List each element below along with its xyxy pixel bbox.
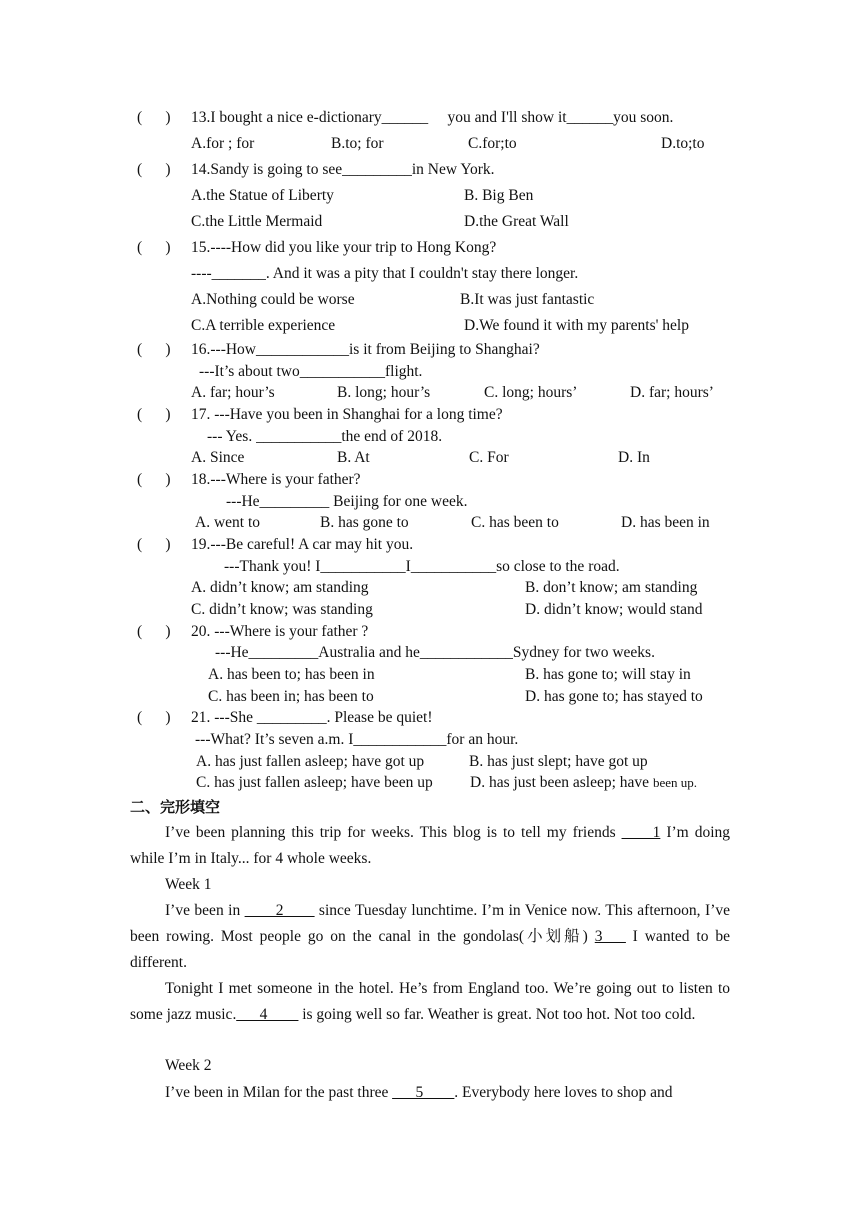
q16-option-c: C. long; hours’ bbox=[484, 384, 578, 401]
q21-option-b: B. has just slept; have got up bbox=[469, 753, 648, 770]
q18-option-c: C. has been to bbox=[471, 514, 559, 531]
question-18-reply: ---He_________ Beijing for one week. bbox=[226, 493, 468, 510]
question-13-stem: 13.I bought a nice e-dictionary______ you and I'll show it______you soon. bbox=[191, 109, 674, 126]
q18-option-d: D. has been in bbox=[621, 514, 710, 531]
question-20-stem: 20. ---Where is your father ? bbox=[191, 623, 369, 640]
passage-paragraph-1 bbox=[130, 820, 730, 872]
question-15-reply: ----_______. And it was a pity that I couldn't stay there longer. bbox=[191, 265, 579, 282]
q16-option-a: A. far; hour’s bbox=[191, 384, 275, 401]
answer-paren-19[interactable]: ( ) bbox=[137, 536, 171, 553]
q14-option-c: C.the Little Mermaid bbox=[191, 213, 323, 230]
blank-4[interactable]: ___4____ bbox=[236, 1006, 299, 1023]
answer-paren-13[interactable]: ( ) bbox=[137, 109, 171, 126]
q20-option-b: B. has gone to; will stay in bbox=[525, 666, 691, 683]
question-16-stem: 16.---How____________is it from Beijing to Shanghai? bbox=[191, 341, 540, 358]
passage-paragraph-2 bbox=[130, 898, 730, 976]
question-17-stem: 17. ---Have you been in Shanghai for a long time? bbox=[191, 406, 503, 423]
q17-option-a: A. Since bbox=[191, 449, 245, 466]
question-14-stem: 14.Sandy is going to see_________in New York. bbox=[191, 161, 495, 178]
question-21-reply: ---What? It’s seven a.m. I____________for an hour. bbox=[195, 731, 519, 748]
q17-option-d: D. In bbox=[618, 449, 650, 466]
q13-option-a: A.for ; for bbox=[191, 135, 255, 152]
p2-text-b: since Tuesday lunchtime. I’m in Venice now. This afternoon, I’ve been rowing. Most people go on the canal in the gondolas(小划船) bbox=[130, 902, 730, 945]
answer-paren-18[interactable]: ( ) bbox=[137, 471, 171, 488]
q16-option-b: B. long; hour’s bbox=[337, 384, 431, 401]
q16-option-d: D. far; hours’ bbox=[630, 384, 714, 401]
q21-option-c: C. has just fallen asleep; have been up bbox=[196, 774, 433, 791]
week-2-label: Week 2 bbox=[165, 1057, 212, 1074]
answer-paren-14[interactable]: ( ) bbox=[137, 161, 171, 178]
p1-text-a: I’ve been planning this trip for weeks. This blog is to tell my friends bbox=[165, 824, 622, 841]
answer-paren-21[interactable]: ( ) bbox=[137, 709, 171, 726]
blank-5[interactable]: ___5____ bbox=[392, 1084, 455, 1101]
q15-option-c: C.A terrible experience bbox=[191, 317, 336, 334]
q19-option-a: A. didn’t know; am standing bbox=[191, 579, 369, 596]
question-16-reply: ---It’s about two___________flight. bbox=[199, 363, 423, 380]
question-19-reply: ---Thank you! I___________I___________so close to the road. bbox=[224, 558, 620, 575]
question-17-reply: --- Yes. ___________the end of 2018. bbox=[207, 428, 443, 445]
question-21-stem: 21. ---She _________. Please be quiet! bbox=[191, 709, 433, 726]
q20-option-d: D. has gone to; has stayed to bbox=[525, 688, 703, 705]
q18-option-b: B. has gone to bbox=[320, 514, 409, 531]
p1-text-b: I’m doing while I’m in Italy... for 4 whole weeks. bbox=[130, 824, 730, 867]
q14-option-d: D.the Great Wall bbox=[464, 213, 569, 230]
q17-option-b: B. At bbox=[337, 449, 370, 466]
p4-text-b: . Everybody here loves to shop and bbox=[454, 1084, 673, 1101]
q14-option-a: A.the Statue of Liberty bbox=[191, 187, 334, 204]
blank-2[interactable]: ____2____ bbox=[244, 902, 315, 919]
q13-option-b: B.to; for bbox=[331, 135, 384, 152]
question-19-stem: 19.---Be careful! A car may hit you. bbox=[191, 536, 414, 553]
q21-option-a: A. has just fallen asleep; have got up bbox=[196, 753, 425, 770]
q21-option-d bbox=[470, 773, 697, 793]
answer-paren-16[interactable]: ( ) bbox=[137, 341, 171, 358]
question-15-stem: 15.----How did you like your trip to Hong Kong? bbox=[191, 239, 497, 256]
q19-option-b: B. don’t know; am standing bbox=[525, 579, 698, 596]
p3-text-b: is going well so far. Weather is great. Not too hot. Not too cold. bbox=[298, 1006, 696, 1023]
q13-option-c: C.for;to bbox=[468, 135, 517, 152]
p2-text-a: I’ve been in bbox=[165, 902, 245, 919]
q18-option-a: A. went to bbox=[195, 514, 261, 531]
p4-text-a: I’ve been in Milan for the past three bbox=[165, 1084, 393, 1101]
answer-paren-20[interactable]: ( ) bbox=[137, 623, 171, 640]
question-18-stem: 18.---Where is your father? bbox=[191, 471, 361, 488]
q21-option-d-tail: been up. bbox=[652, 775, 697, 790]
blank-1[interactable]: ____1 bbox=[621, 824, 661, 841]
answer-paren-17[interactable]: ( ) bbox=[137, 406, 171, 423]
q20-option-c: C. has been in; has been to bbox=[208, 688, 374, 705]
q20-option-a: A. has been to; has been in bbox=[208, 666, 375, 683]
q19-option-d: D. didn’t know; would stand bbox=[525, 601, 703, 618]
q19-option-c: C. didn’t know; was standing bbox=[191, 601, 373, 618]
section-heading: 二、完形填空 bbox=[130, 798, 221, 816]
answer-paren-15[interactable]: ( ) bbox=[137, 239, 171, 256]
week-1-label: Week 1 bbox=[165, 876, 212, 893]
passage-paragraph-3 bbox=[130, 976, 730, 1028]
q14-option-b: B. Big Ben bbox=[464, 187, 534, 204]
p3-text-a: Tonight I met someone in the hotel. He’s from England too. We’re going out to listen to some jazz music. bbox=[130, 980, 730, 1023]
q17-option-c: C. For bbox=[469, 449, 509, 466]
passage-paragraph-4 bbox=[130, 1080, 730, 1106]
q15-option-b: B.It was just fantastic bbox=[460, 291, 595, 308]
q15-option-a: A.Nothing could be worse bbox=[191, 291, 355, 308]
p2-text-c: I wanted to be different. bbox=[130, 928, 731, 971]
blank-3[interactable]: 3___ bbox=[594, 928, 626, 945]
q13-option-d: D.to;to bbox=[661, 135, 705, 152]
question-20-reply: ---He_________Australia and he____________Sydney for two weeks. bbox=[215, 644, 655, 661]
q15-option-d: D.We found it with my parents' help bbox=[464, 317, 689, 334]
q21-option-d-text: D. has just been asleep; have bbox=[470, 774, 653, 791]
